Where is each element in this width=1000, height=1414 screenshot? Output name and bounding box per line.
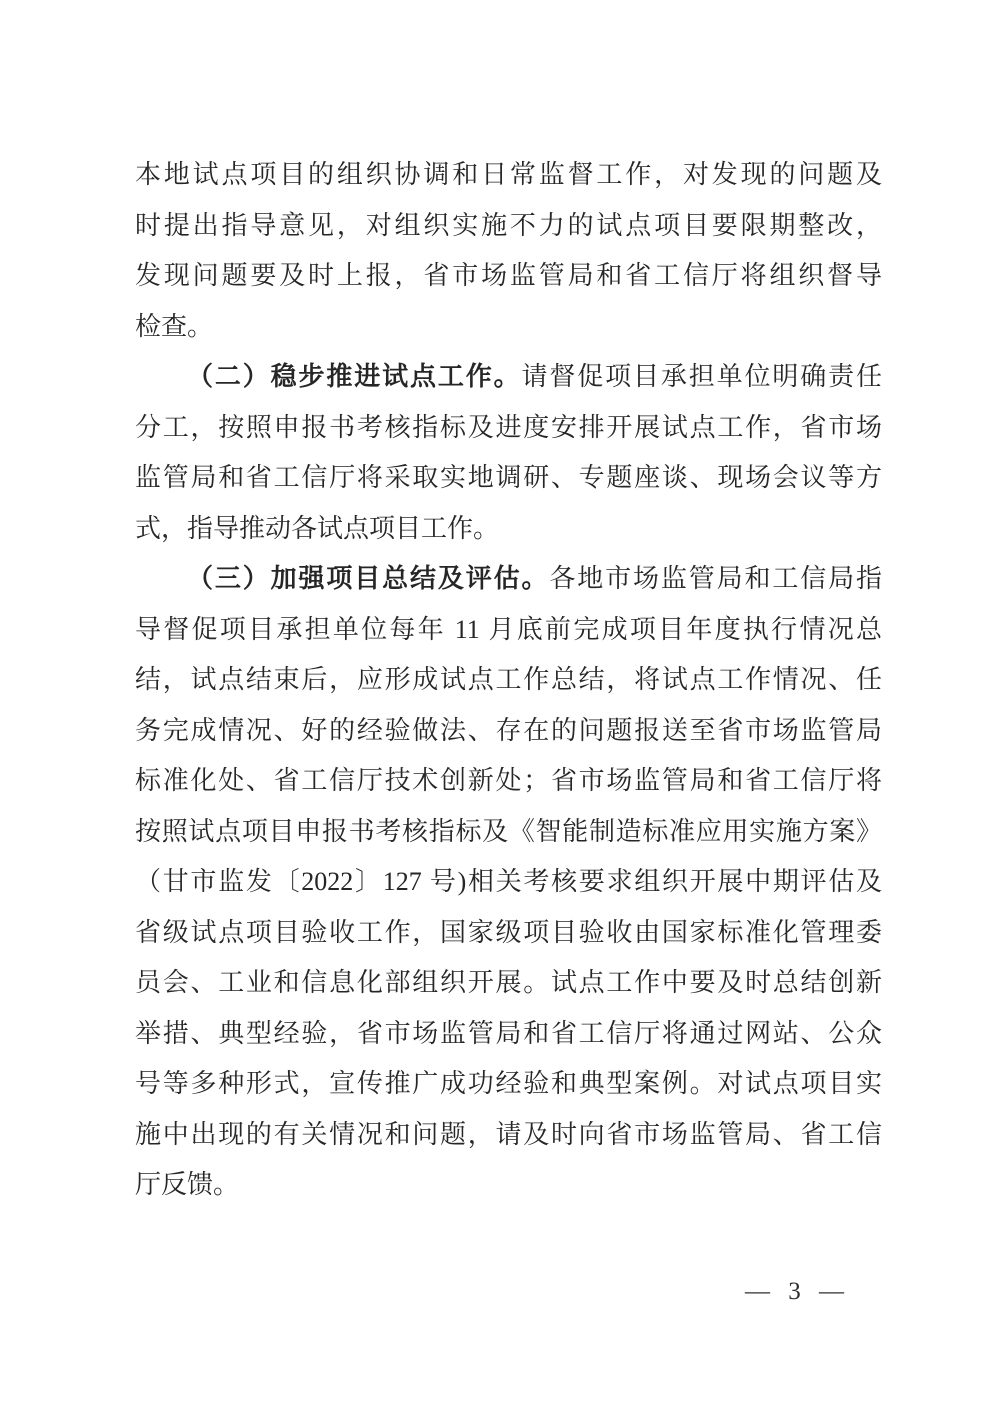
line-text: 检查。 [135, 311, 214, 341]
line-text: 导督促项目承担单位每年 11 月底前完成项目年度执行情况总 [135, 614, 882, 644]
line-text: 时提出指导意见，对组织实施不力的试点项目要限期整改， [135, 210, 882, 240]
text-line [135, 1160, 882, 1211]
line-text: 式，指导推动各试点项目工作。 [135, 513, 500, 543]
text-line [135, 958, 882, 1009]
text-line [135, 352, 882, 403]
text-line [135, 251, 882, 302]
text-line [135, 605, 882, 656]
text-line [135, 807, 882, 858]
text-line [135, 1009, 882, 1060]
text-line [135, 302, 882, 353]
text-line [135, 554, 882, 605]
line-text: 员会、工业和信息化部组织开展。试点工作中要及时总结创新 [135, 968, 882, 997]
text-line [135, 1110, 882, 1161]
line-text: 举措、典型经验，省市场监管局和省工信厅将通过网站、公众 [135, 1018, 882, 1048]
text-line [135, 201, 882, 252]
text-line [135, 150, 882, 201]
paragraph-heading: （二）稳步推进试点工作。 [187, 362, 522, 391]
line-text: 省级试点项目验收工作，国家级项目验收由国家标准化管理委 [135, 917, 882, 947]
line-text: 结，试点结束后，应形成试点工作总结，将试点工作情况、任 [135, 665, 882, 694]
line-text: 各地市场监管局和工信局指 [549, 564, 882, 593]
text-line [135, 706, 882, 757]
text-line [135, 453, 882, 504]
text-line [135, 908, 882, 959]
text-line [135, 1059, 882, 1110]
page-number: — 3 — [745, 1278, 850, 1305]
text-line [135, 756, 882, 807]
line-text: 厅反馈。 [135, 1170, 240, 1199]
line-text: 务完成情况、好的经验做法、存在的问题报送至省市场监管局 [135, 715, 882, 745]
text-line [135, 403, 882, 454]
line-text: 标准化处、省工信厅技术创新处；省市场监管局和省工信厅将 [135, 766, 882, 795]
line-text: 发现问题要及时上报，省市场监管局和省工信厅将组织督导 [135, 261, 882, 290]
line-text: 本地试点项目的组织协调和日常监督工作，对发现的问题及 [135, 160, 882, 189]
line-text: 请督促项目承担单位明确责任 [521, 362, 882, 391]
line-text: 监管局和省工信厅将采取实地调研、专题座谈、现场会议等方 [135, 463, 882, 492]
body-text-block [135, 150, 882, 1211]
text-line [135, 655, 882, 706]
line-text: 施中出现的有关情况和问题，请及时向省市场监管局、省工信 [135, 1119, 882, 1149]
line-text: 按照试点项目申报书考核指标及《智能制造标准应用实施方案》 [135, 816, 882, 846]
paragraph-heading: （三）加强项目总结及评估。 [187, 564, 550, 593]
line-text: 号等多种形式，宣传推广成功经验和典型案例。对试点项目实 [135, 1069, 882, 1098]
text-line [135, 857, 882, 908]
line-text: 分工，按照申报书考核指标及进度安排开展试点工作，省市场 [135, 412, 882, 442]
text-line [135, 504, 882, 555]
line-text: （甘市监发〔2022〕127 号)相关考核要求组织开展中期评估及 [135, 867, 882, 896]
